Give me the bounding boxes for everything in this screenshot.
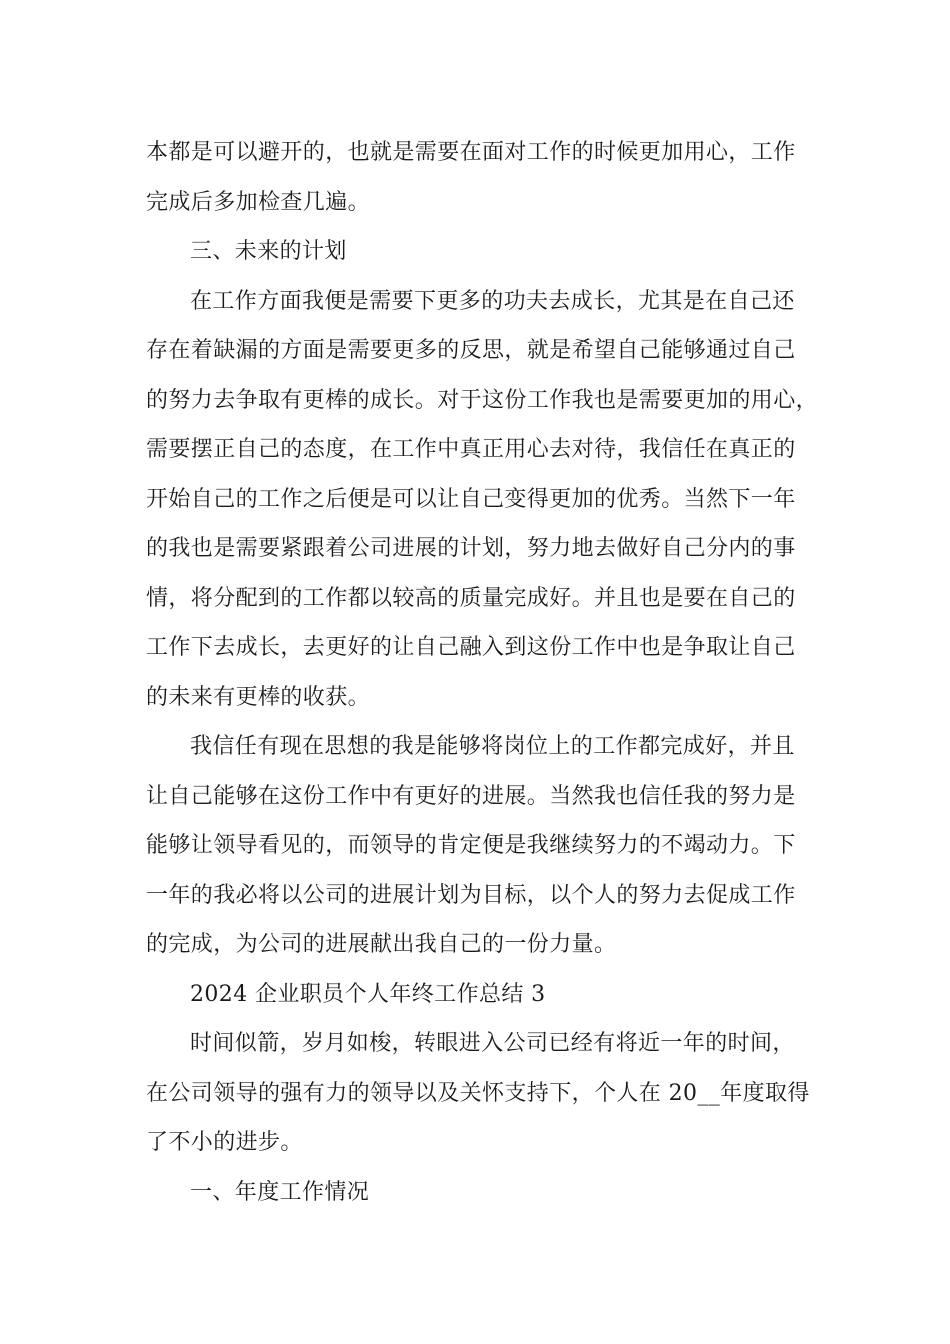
text-line: 的未来有更棒的收获。: [146, 684, 371, 710]
text-line: 的努力去争取有更棒的成长。对于这份工作我也是需要更加的用心，: [146, 387, 819, 413]
text-line: 让自己能够在这份工作中有更好的进展。当然我也信任我的努力是: [146, 783, 796, 809]
text-line: 三、未来的计划: [190, 239, 347, 264]
text-line: 在工作方面我便是需要下更多的功夫去成长，尤其是在自己还: [190, 288, 795, 314]
text-line: 的我也是需要紧跟着公司进展的计划，努力地去做好自己分内的事: [146, 536, 796, 561]
text-line: 的完成，为公司的进展献出我自己的一份力量。: [146, 932, 617, 957]
text-line: 情，将分配到的工作都以较高的质量完成好。并且也是要在自己的: [146, 585, 796, 611]
text-line: 一、年度工作情况: [190, 1179, 370, 1205]
text-line: 在公司领导的强有力的领导以及关怀支持下，个人在 20__年度取得: [146, 1080, 810, 1106]
text-line: 存在着缺漏的方面是需要更多的反思，就是希望自己能够通过自己: [146, 338, 796, 363]
text-line: 需要摆正自己的态度，在工作中真正用心去对待，我信任在真正的: [146, 437, 796, 462]
text-line: 完成后多加检查几遍。: [146, 189, 371, 215]
text-line: 本都是可以避开的，也就是需要在面对工作的时候更加用心，工作: [146, 140, 796, 165]
text-line: 一年的我必将以公司的进展计划为目标，以个人的努力去促成工作: [146, 882, 796, 908]
text-line: 能够让领导看见的，而领导的肯定便是我继续努力的不竭动力。下: [146, 833, 796, 858]
text-line: 工作下去成长，去更好的让自己融入到这份工作中也是争取让自己: [146, 635, 796, 660]
text-line: 了不小的进步。: [146, 1130, 303, 1155]
document-body: [146, 128, 819, 1217]
text-line: 我信任有现在思想的我是能够将岗位上的工作都完成好，并且: [190, 734, 795, 759]
text-line: 2024 企业职员个人年终工作总结 3: [190, 981, 546, 1007]
text-line: 时间似箭，岁月如梭，转眼进入公司已经有将近一年的时间，: [190, 1031, 795, 1056]
text-line: 开始自己的工作之后便是可以让自己变得更加的优秀。当然下一年: [146, 486, 796, 512]
